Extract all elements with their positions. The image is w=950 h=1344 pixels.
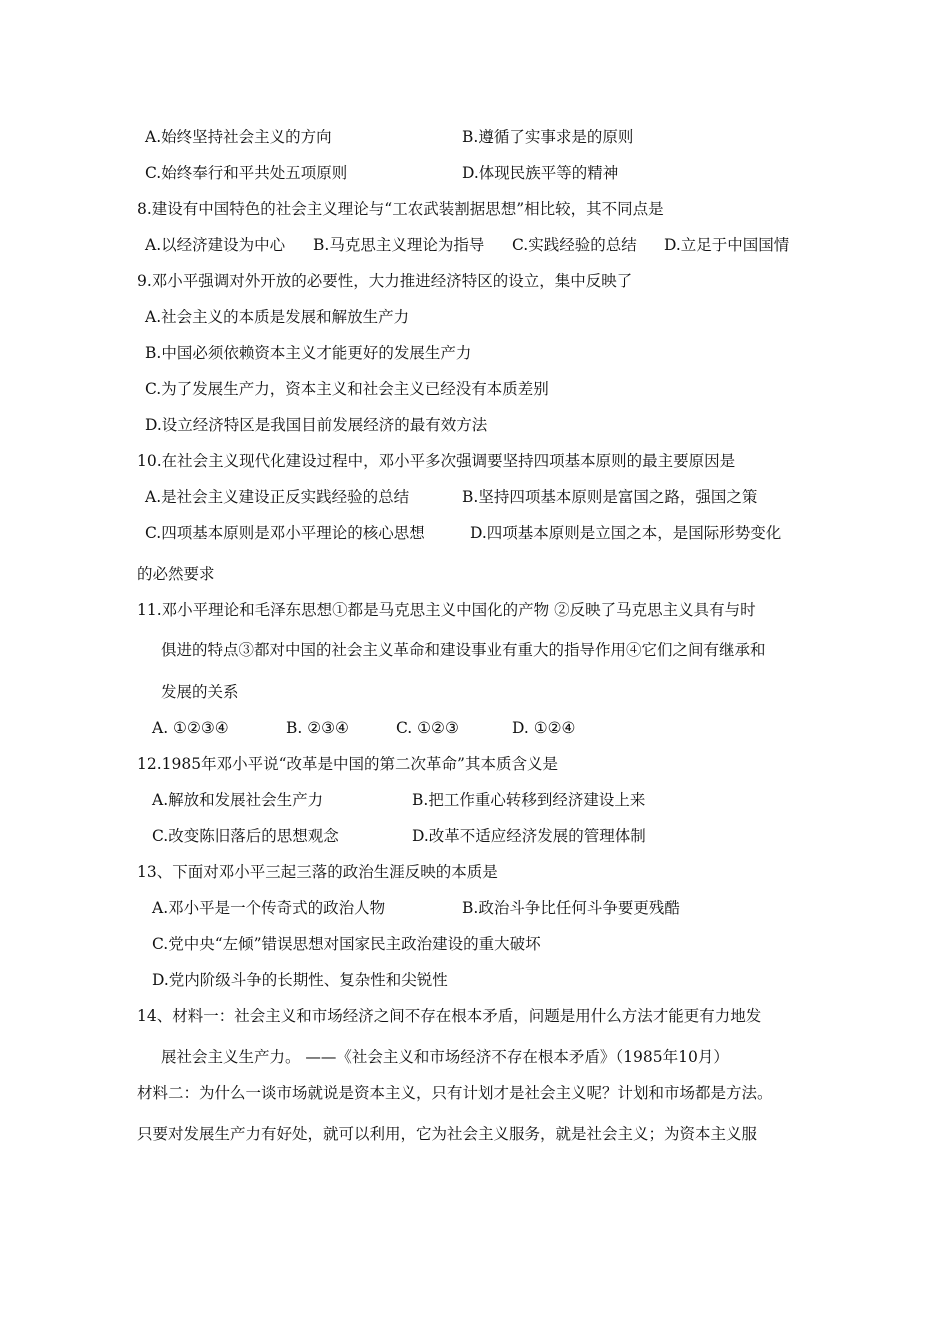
q11-option-d: D. ①②④ xyxy=(512,719,576,737)
q8-stem: 8.建设有中国特色的社会主义理论与“工农武装割据思想”相比较，其不同点是 xyxy=(137,200,664,218)
q7-option-b: B.遵循了实事求是的原则 xyxy=(462,128,634,146)
q11-option-b: B. ②③④ xyxy=(286,719,349,737)
q14-line4: 只要对发展生产力有好处，就可以利用，它为社会主义服务，就是社会主义；为资本主义服 xyxy=(137,1125,758,1143)
q10-option-b: B.坚持四项基本原则是富国之路，强国之策 xyxy=(462,488,758,506)
q11-stem-line1: 11.邓小平理论和毛泽东思想①都是马克思主义中国化的产物 ②反映了马克思主义具有与时 xyxy=(137,601,756,619)
q7-option-d: D.体现民族平等的精神 xyxy=(462,164,619,182)
q13-option-d: D.党内阶级斗争的长期性、复杂性和尖锐性 xyxy=(152,971,448,989)
q12-option-a: A.解放和发展社会生产力 xyxy=(152,791,324,809)
q9-option-d: D.设立经济特区是我国目前发展经济的最有效方法 xyxy=(145,416,488,434)
q10-option-d: D.四项基本原则是立国之本，是国际形势变化 xyxy=(470,524,782,542)
q11-option-c: C. ①②③ xyxy=(396,719,459,737)
q12-option-c: C.改变陈旧落后的思想观念 xyxy=(152,827,339,845)
q8-option-b: B.马克思主义理论为指导 xyxy=(313,236,485,254)
q12-stem: 12.1985年邓小平说“改革是中国的第二次革命”其本质含义是 xyxy=(137,755,558,773)
q14-line3: 材料二：为什么一谈市场就说是资本主义，只有计划才是社会主义呢？计划和市场都是方法。 xyxy=(137,1084,773,1102)
q9-option-c: C.为了发展生产力，资本主义和社会主义已经没有本质差别 xyxy=(145,380,549,398)
q13-option-a: A.邓小平是一个传奇式的政治人物 xyxy=(152,899,386,917)
q13-stem: 13、下面对邓小平三起三落的政治生涯反映的本质是 xyxy=(137,863,498,881)
q9-option-a: A.社会主义的本质是发展和解放生产力 xyxy=(145,308,410,326)
q11-stem-line2: 俱进的特点③都对中国的社会主义革命和建设事业有重大的指导作用④它们之间有继承和 xyxy=(161,641,766,659)
q10-option-a: A.是社会主义建设正反实践经验的总结 xyxy=(145,488,410,506)
q8-option-c: C.实践经验的总结 xyxy=(512,236,637,254)
q12-option-b: B.把工作重心转移到经济建设上来 xyxy=(412,791,646,809)
q13-option-c: C.党中央“左倾”错误思想对国家民主政治建设的重大破坏 xyxy=(152,935,541,953)
q7-option-c: C.始终奉行和平共处五项原则 xyxy=(145,164,348,182)
q10-stem: 10.在社会主义现代化建设过程中，邓小平多次强调要坚持四项基本原则的最主要原因是 xyxy=(137,452,736,470)
q11-option-a: A. ①②③④ xyxy=(152,719,229,737)
q12-option-d: D.改革不适应经济发展的管理体制 xyxy=(412,827,646,845)
q14-line1: 14、材料一：社会主义和市场经济之间不存在根本矛盾，问题是用什么方法才能更有力地发 xyxy=(137,1007,762,1025)
q8-option-a: A.以经济建设为中心 xyxy=(145,236,286,254)
q10-option-c: C.四项基本原则是邓小平理论的核心思想 xyxy=(145,524,425,542)
q9-stem: 9.邓小平强调对外开放的必要性，大力推进经济特区的设立，集中反映了 xyxy=(137,272,633,290)
q8-option-d: D.立足于中国国情 xyxy=(664,236,790,254)
q11-stem-line3: 发展的关系 xyxy=(161,683,239,701)
q13-option-b: B.政治斗争比任何斗争要更残酷 xyxy=(462,899,680,917)
q10-option-d-continued: 的必然要求 xyxy=(137,565,215,583)
q14-line2: 展社会主义生产力。 ——《社会主义和市场经济不存在根本矛盾》（1985年10月） xyxy=(161,1048,729,1066)
q9-option-b: B.中国必须依赖资本主义才能更好的发展生产力 xyxy=(145,344,472,362)
q7-option-a: A.始终坚持社会主义的方向 xyxy=(145,128,332,146)
